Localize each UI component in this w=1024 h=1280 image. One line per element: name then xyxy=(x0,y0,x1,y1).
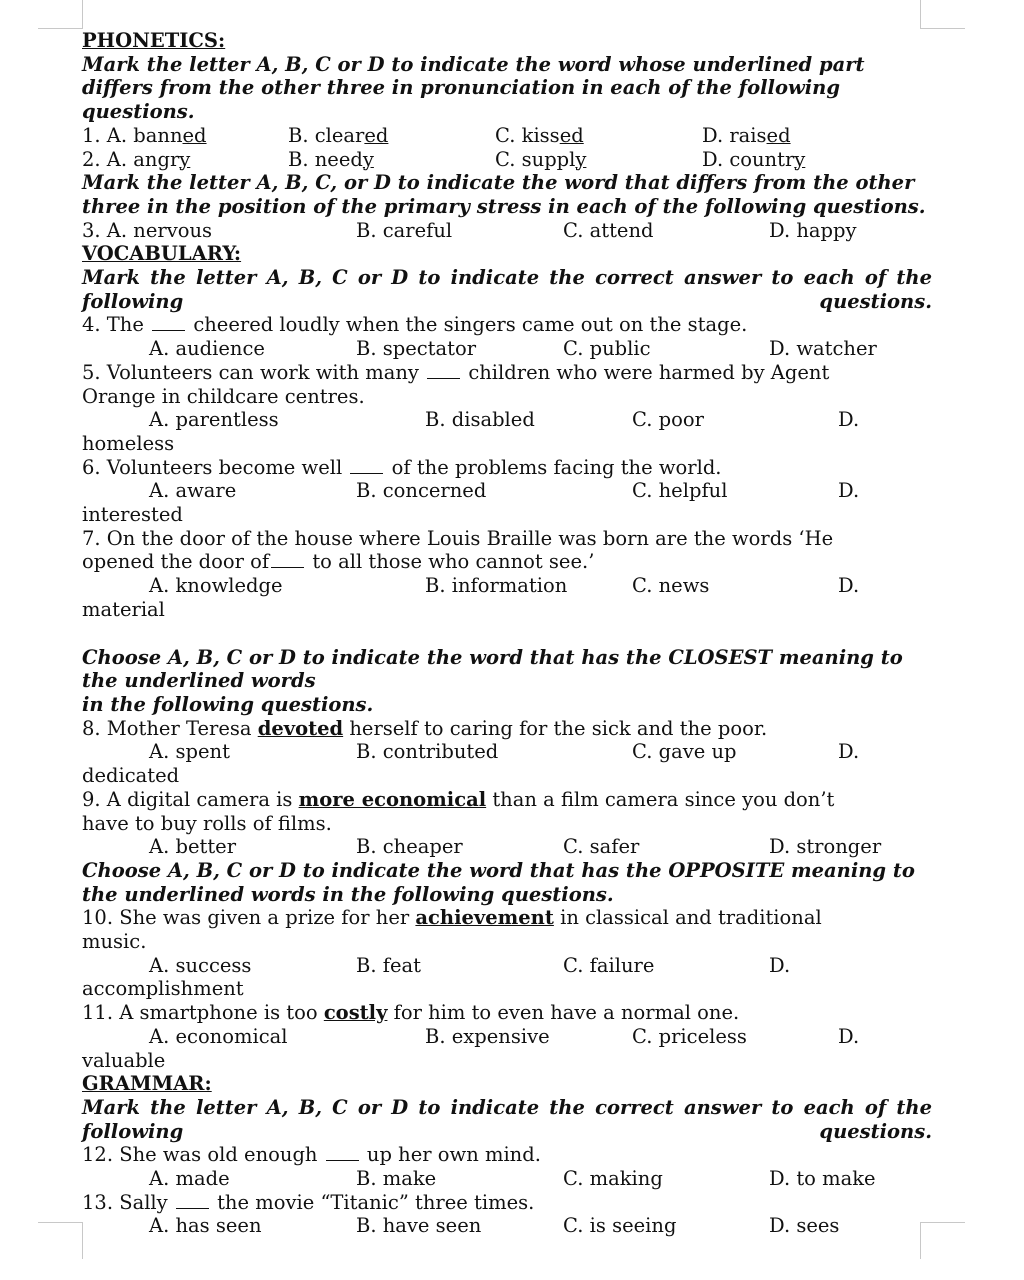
option-d: D. to make xyxy=(769,1167,876,1191)
question-8-stem: 8. Mother Teresa devoted herself to caring for the sick and the poor. xyxy=(82,716,768,740)
option-b: B. concerned xyxy=(356,479,487,503)
option-a: 1. A. banned xyxy=(82,123,207,147)
page-corner-top-left xyxy=(38,0,83,29)
option-c: C. public xyxy=(563,337,651,361)
option-d: D. stronger xyxy=(769,835,882,859)
keyword: achievement xyxy=(415,906,554,930)
question-8-option-d-cont: dedicated xyxy=(82,764,180,788)
option-b: B. cleared xyxy=(288,123,389,147)
option-c: C. helpful xyxy=(632,479,728,503)
option-b: B. careful xyxy=(356,218,453,242)
question-7-option-d-cont: material xyxy=(82,597,165,621)
option-b: B. expensive xyxy=(425,1024,550,1048)
keyword: devoted xyxy=(257,716,344,740)
answer-blank xyxy=(427,363,460,379)
option-a: 2. A. angry xyxy=(82,147,191,171)
keyword: costly xyxy=(323,1001,388,1025)
option-c: C. attend xyxy=(563,218,654,242)
option-b: B. information xyxy=(425,574,568,598)
option-c: C. safer xyxy=(563,835,640,859)
option-a: A. better xyxy=(149,835,237,859)
question-13-options xyxy=(82,1214,932,1238)
option-a: A. parentless xyxy=(149,408,279,432)
question-11-option-d-cont: valuable xyxy=(82,1048,166,1072)
section-heading-vocabulary: VOCABULARY: xyxy=(82,242,242,266)
page-corner-bottom-left xyxy=(38,1222,83,1259)
section-heading-phonetics: PHONETICS: xyxy=(82,29,226,52)
page-corner-top-right xyxy=(920,0,965,29)
option-b: B. cheaper xyxy=(356,835,463,859)
question-5-stem-cont: Orange in childcare centres. xyxy=(82,384,365,408)
question-11-options xyxy=(82,1025,932,1049)
option-b: B. needy xyxy=(288,147,374,171)
question-7-options xyxy=(82,574,932,598)
option-b: B. disabled xyxy=(425,408,535,432)
option-d: D. xyxy=(838,479,860,503)
option-b: B. feat xyxy=(356,953,421,977)
question-2-options xyxy=(82,148,932,172)
section-heading-grammar: GRAMMAR: xyxy=(82,1072,212,1096)
option-a: 3. A. nervous xyxy=(82,218,213,242)
question-10-stem-cont: music. xyxy=(82,930,147,954)
keyword: more economical xyxy=(298,787,487,811)
question-5-stem: 5. Volunteers can work with many children who were harmed by Agent xyxy=(82,360,830,384)
option-d: D. xyxy=(838,740,860,764)
option-c: C. news xyxy=(632,574,710,598)
question-9-stem: 9. A digital camera is more economical than a film camera since you don’t xyxy=(82,787,835,811)
option-b: B. make xyxy=(356,1167,437,1191)
option-c: C. kissed xyxy=(495,123,584,147)
option-b: B. contributed xyxy=(356,740,499,764)
option-d: D. sees xyxy=(769,1214,840,1238)
instruction-grammar: Mark the letter A, B, C or D to indicate the correct answer to each of the following questions. xyxy=(82,1095,932,1143)
option-c: C. is seeing xyxy=(563,1214,677,1238)
option-d: D. country xyxy=(702,147,806,171)
option-c: C. gave up xyxy=(632,740,737,764)
blank-line xyxy=(82,622,932,646)
option-b: B. have seen xyxy=(356,1214,482,1238)
question-12-stem: 12. She was old enough up her own mind. xyxy=(82,1143,541,1167)
instruction-pronunciation: Mark the letter A, B, C or D to indicate the word whose underlined part differs from the other three in pronunciation in each of the following questions. xyxy=(82,52,865,124)
question-10-options xyxy=(82,954,932,978)
question-10-option-d-cont: accomplishment xyxy=(82,977,244,1001)
document-body xyxy=(82,29,932,1238)
question-1-options xyxy=(82,124,932,148)
instruction-vocabulary: Mark the letter A, B, C or D to indicate the correct answer to each of the following questions. xyxy=(82,266,932,313)
instruction-closest: Choose A, B, C or D to indicate the word that has the CLOSEST meaning to the underlined words xyxy=(82,645,903,693)
question-5-option-d-cont: homeless xyxy=(82,431,175,455)
question-11-stem: 11. A smartphone is too costly for him to even have a normal one. xyxy=(82,1001,740,1025)
option-a: A. aware xyxy=(149,479,237,503)
question-13-stem: 13. Sally the movie “Titanic” three times. xyxy=(82,1190,535,1214)
question-5-options xyxy=(82,408,932,432)
question-6-option-d-cont: interested xyxy=(82,503,183,527)
option-d: D. raised xyxy=(702,123,791,147)
instruction-closest-cont: in the following questions. xyxy=(82,692,374,716)
instruction-opposite: Choose A, B, C or D to indicate the word that has the OPPOSITE meaning to the underlined words in the following questions. xyxy=(82,858,915,906)
answer-blank xyxy=(176,1193,209,1209)
option-a: A. success xyxy=(149,953,252,977)
question-9-stem-cont: have to buy rolls of films. xyxy=(82,811,332,835)
instruction-stress: Mark the letter A, B, C, or D to indicate the word that differs from the other three in the position of the primary stress in each of the following questions. xyxy=(82,171,926,218)
option-a: A. made xyxy=(149,1167,230,1191)
question-6-stem: 6. Volunteers become well of the problems facing the world. xyxy=(82,455,722,479)
option-a: A. spent xyxy=(149,740,230,764)
option-a: A. has seen xyxy=(149,1214,262,1238)
answer-blank xyxy=(271,552,304,568)
question-7-stem-cont: opened the door of to all those who cannot see.’ xyxy=(82,550,595,574)
option-a: A. knowledge xyxy=(149,574,283,598)
question-7-stem: 7. On the door of the house where Louis Braille was born are the words ‘He xyxy=(82,526,834,550)
option-d: D. xyxy=(769,953,791,977)
question-8-options xyxy=(82,740,932,764)
option-d: D. xyxy=(838,574,860,598)
option-d: D. xyxy=(838,1024,860,1048)
option-c: C. priceless xyxy=(632,1024,747,1048)
question-3-options xyxy=(82,219,932,243)
option-c: C. poor xyxy=(632,408,704,432)
option-d: D. happy xyxy=(769,218,857,242)
answer-blank xyxy=(350,458,383,474)
question-12-options xyxy=(82,1167,932,1191)
question-6-options xyxy=(82,479,932,503)
answer-blank xyxy=(326,1145,359,1161)
option-c: C. making xyxy=(563,1167,663,1191)
option-a: A. economical xyxy=(149,1024,288,1048)
question-4-stem: 4. The cheered loudly when the singers came out on the stage. xyxy=(82,313,748,337)
option-c: C. supply xyxy=(495,147,587,171)
answer-blank xyxy=(152,315,185,331)
question-9-options xyxy=(82,835,932,859)
question-4-options xyxy=(82,337,932,361)
question-10-stem: 10. She was given a prize for her achievement in classical and traditional xyxy=(82,906,822,930)
option-d: D. watcher xyxy=(769,337,877,361)
option-c: C. failure xyxy=(563,953,655,977)
option-d: D. xyxy=(838,408,860,432)
option-a: A. audience xyxy=(149,337,265,361)
option-b: B. spectator xyxy=(356,337,477,361)
